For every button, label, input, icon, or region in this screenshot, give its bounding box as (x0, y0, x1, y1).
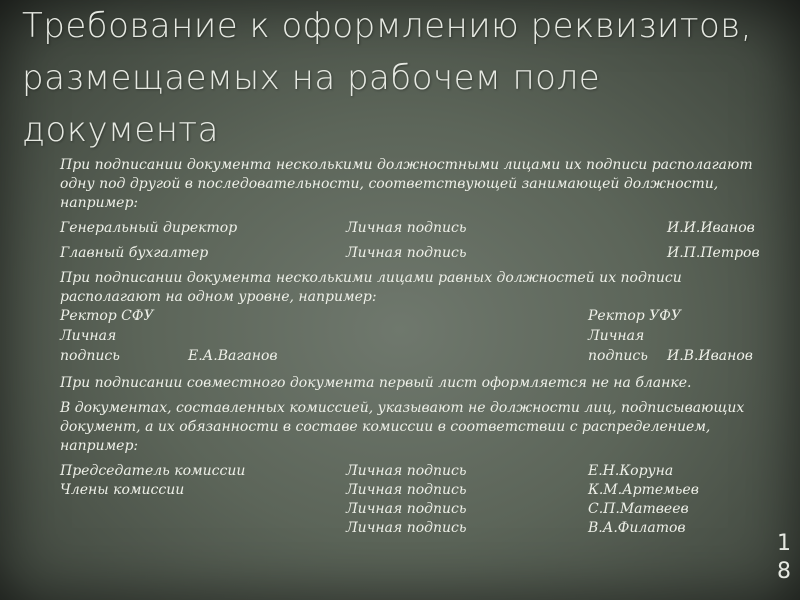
signature-label: Личная подпись (346, 220, 467, 236)
commission-signature-table (60, 462, 775, 538)
signature-label: Личная подпись (346, 520, 467, 536)
signature-label: Личная подпись (346, 463, 467, 479)
signer-name: И.И.Иванов (667, 220, 755, 236)
right-position: Ректор УФУ (588, 308, 682, 324)
signer-name: С.П.Матвеев (588, 501, 689, 517)
left-signature-line2: подпись (60, 348, 120, 364)
left-signer-name: Е.А.Ваганов (188, 348, 278, 364)
page-number (775, 530, 793, 586)
signature-label: Личная подпись (346, 245, 467, 261)
title-line: размещаемых на рабочем поле (22, 58, 601, 98)
commission-role (60, 500, 346, 519)
signature-label: Личная подпись (346, 501, 467, 517)
equal-signature-block (60, 307, 775, 367)
right-signer-name: И.В.Иванов (667, 348, 753, 364)
paragraph-joint-document: При подписании совместного документа первый лист оформляется не на бланке. (60, 375, 692, 391)
commission-role (60, 519, 346, 538)
signature-table-hierarchy (60, 219, 775, 238)
slide-body (60, 156, 775, 538)
slide-title (22, 0, 792, 156)
signature-table-hierarchy (60, 244, 775, 263)
signer-name: И.П.Петров (667, 245, 760, 261)
left-signature-line1: Личная (60, 328, 117, 344)
signer-name: К.М.Артемьев (588, 482, 699, 498)
commission-role: Члены комиссии (60, 482, 185, 498)
position-label: Генеральный директор (60, 220, 238, 236)
signer-name: Е.Н.Коруна (588, 463, 674, 479)
paragraph-commission: В документах, составленных комиссией, указывают не должности лиц, подписывающих документ, а их обязанности в составе комиссии в соответствии с распределением, например: (60, 400, 745, 454)
page-number-digit: 8 (777, 559, 791, 584)
left-position: Ректор СФУ (60, 308, 154, 324)
position-label: Главный бухгалтер (60, 245, 209, 261)
commission-role: Председатель комиссии (60, 463, 246, 479)
right-signature-line2: подпись (588, 348, 648, 364)
title-line: Требование к оформлению реквизитов, (22, 6, 753, 46)
right-signature-line1: Личная (588, 328, 645, 344)
page-number-digit: 1 (777, 531, 791, 556)
paragraph-equal-officials: При подписании документа несколькими лицами равных должностей их подписи располагают на одном уровне, например: (60, 270, 682, 305)
signature-label: Личная подпись (346, 482, 467, 498)
paragraph-multiple-officials: При подписании документа несколькими должностными лицами их подписи располагают одну под другой в последовательности, соответствующей занимающей должности, например: (60, 157, 753, 211)
signer-name: В.А.Филатов (588, 520, 686, 536)
title-line: документа (22, 110, 219, 150)
